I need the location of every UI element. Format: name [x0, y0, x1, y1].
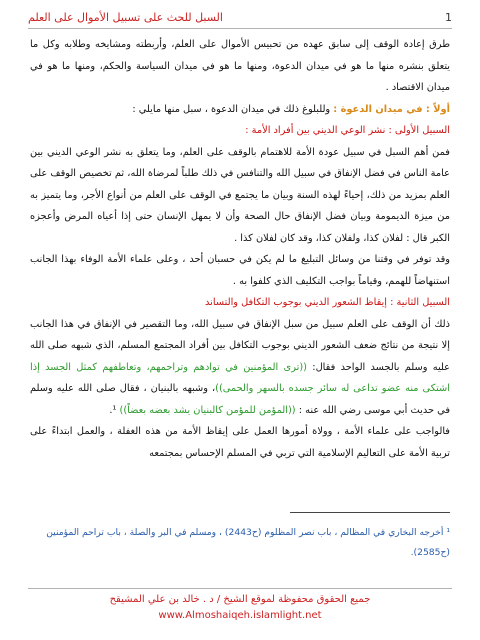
- dawah-intro-text: وللبلوغ ذلك في ميدان الدعوة ، سبل منها مايلي :: [132, 103, 334, 115]
- paragraph-dawah-intro: [30, 99, 450, 121]
- page-footer: [0, 592, 480, 624]
- footnote-reference[interactable]: ¹.: [109, 404, 120, 416]
- page-number: 1: [445, 10, 452, 24]
- header-title: السبل للحث على تسبيل الأموال على العلم: [28, 10, 223, 24]
- path-one-heading: السبيل الأولى : نشر الوعي الديني بين أفراد الأمة :: [245, 125, 450, 136]
- paragraph-path-one: فمن أهم السبل في سبيل عودة الأمة للاهتمام بالوقف على العلم، وما يتعلق به نشر الوعي الديني بين عامة الناس في فضل الإنفاق في سبيل الله والتنافس في ذلك طلباً لمرضاة الله، ثم تخصيص الوقف على العلم بمزيد من ذلك، إحياءً لهذه السنة وبيان ما يجتمع في الوقف على العلم من أنواع الأجر، وما يتميز به من ميزة الديمومة وبيان فضل الإنفاق حال الصحة وأن لا يمهل الإنسان حتى إذا أعياه المرض وأعجزه الكبر قال : لفلان كذا، ولفلان كذا، وقد كان لفلان كذا .: [30, 146, 450, 244]
- hadith-quote-two: ((المؤمن للمؤمن كالبنيان يشد بعضه بعضاً)): [119, 404, 296, 416]
- main-content: [30, 34, 450, 464]
- footer-divider: [28, 588, 452, 589]
- page-header: [28, 6, 452, 28]
- paragraph-scholars-duty: وقد توفر في وقتنا من وسائل التبليغ ما لم يكن في حسبان أحد ، وعلى علماء الأمة الوفاء بهذا الجانب استنهاضاً للهمم، وقياماً بواجب التكليف الذي كلفوا به .: [30, 254, 450, 287]
- hadith-quote-one: ((ترى المؤمنين في توادهم وتراحمهم، وتعاطفهم كمثل الجسد إذا اشتكى منه عضو تداعى له سائر جسده بالسهر والحمى)): [30, 361, 450, 394]
- path-two-text-start: ذلك أن الوقف على العلم سبيل من سبل الإنفاق في سبيل الله، وما التقصير في الإنفاق في هذا الجانب إلا نتيجة من نتائج ضعف الشعور الديني بوجوب التكافل بين أفراد المجتمع المسلم، الذي شبهه صلى الله عليه وسلم بالجسد الواحد فقال:: [30, 318, 450, 373]
- paragraph-intro: طرق إعادة الوقف إلى سابق عهده من تحبيس الأموال على العلم، وأربطته ومشايخه وطلابه وكل ما يتعلق بنشره منها ما هو في ميدان الدعوة، ومنها ما هو في ميدان السياسة والحكم، ومنها ما هو في ميدان الاقتصاد .: [30, 39, 450, 93]
- paragraph-conclusion: فالواجب على علماء الأمة ، وولاة أمورها العمل على إيقاظ الأمة من هذه الغفلة ، والعمل ابتداءً على تربية الأمة على التعاليم الإسلامية التي تربي في المسلم الإحساس بمجتمعه: [30, 426, 450, 459]
- section-heading-dawah: أولاً : في ميدان الدعوة :: [333, 103, 450, 115]
- path-two-heading: السبيل الثانية : إيقاظ الشعور الديني بوجوب التكافل والتساند: [205, 297, 450, 308]
- copyright-notice: جميع الحقوق محفوظة لموقع الشيخ / د . خالد بن علي المشيقح: [109, 594, 371, 605]
- footnote: ¹ أخرجه البخاري في المظالم ، باب نصر المظلوم (ح2443) ، ومسلم في البر والصلة ، باب تراحم المؤمنين (ح2585).: [46, 527, 450, 558]
- website-link[interactable]: www.Almoshaiqeh.islamlight.net: [158, 610, 322, 621]
- paragraph-path-two: [30, 314, 450, 422]
- header-divider: [28, 28, 452, 29]
- path-two-text-mid: ، وشبهه بالبنيان ، فقال صلى الله عليه وسلم في حديث أبي موسى رضي الله عنه :: [30, 383, 450, 416]
- footnote-divider: [290, 512, 450, 513]
